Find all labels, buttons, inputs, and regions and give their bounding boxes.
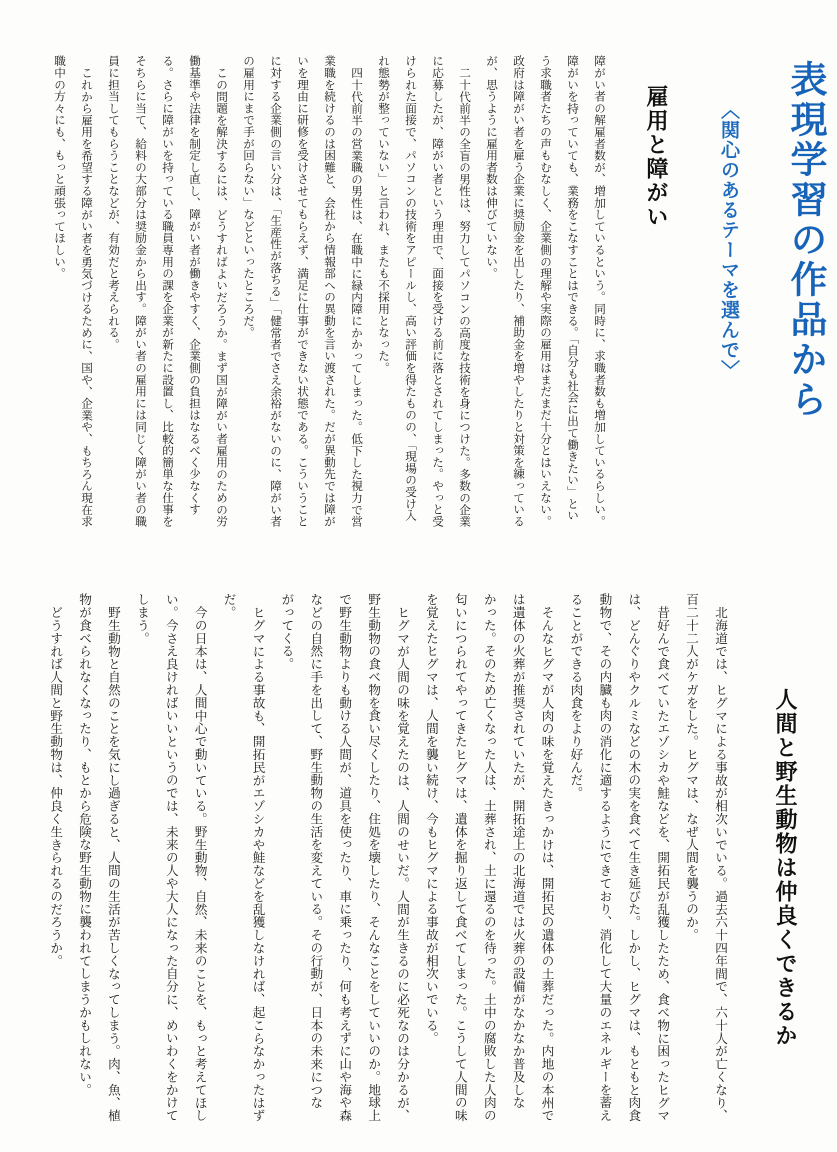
essay1-title: 雇用と障がい	[644, 85, 669, 229]
essay2-paragraph-5: ヒグマによる事故も、開拓民がエゾシカや鮭などを乱獲しなければ、起こらなかったはずだ。	[221, 593, 265, 1122]
page-subtitle: 〈関心のあるテーマを選んで〉	[718, 100, 739, 380]
essay-employment-and-disability	[40, 55, 672, 531]
essay1-paragraph-2: 二十代前半の全盲の男性は、努力してパソコンの高度な技術を身につけた。多数の企業に応募したが、障がい者という理由で、面接を受ける前に落とされてしまった。やっと受けられた面接で、パソコンの技術をアピールし、高い評価を得たものの、「現場の受け入れ態勢が整っていない」と言われ、またも不採用となった。	[377, 55, 471, 527]
essay1-paragraph-5: これから雇用を希望する障がい者を勇気づけるために、国や、企業や、もちろん現在求職中の方々にも、もっと頑張ってほしい。	[53, 55, 93, 527]
essay2-paragraph-2: 昔好んで食べていたエゾシカや鮭などを、開拓民が乱獲したため、食べ物に困ったヒグマは、どんぐりやクルミなどの木の実を食べて生き延びた。しかし、ヒグマは、もともと肉食動物で、その内臓も肉の消化に適するようにできており、消化して大量のエネルギーを蓄えることができる肉食をより好んだ。	[568, 593, 670, 1122]
essay1-paragraph-3: 四十代前半の営業職の男性は、在職中に緑内障にかかってしまった。低下した視力で営業職を続けるのは困難と、会社から情報部への異動を言い渡された。だが異動先では障がいを理由に研修を受けさせてもらえず、満足に仕事ができない状態である。こういうことに対する企業側の言い分は、「生産性が落ちる」「健常者でさえ余裕がないのに、障がい者の雇用にまで手が回らない」などといったところだ。	[242, 55, 363, 528]
essay2-paragraph-4: ヒグマが人間の味を覚えたのは、人間のせいだ。人間が生きるのに必死なのは分かるが、野生動物の食べ物を食い尽くしたり、住処を壊したり、そんなことをしていいのか。地球上で野生動物よりも動ける人間が、道具を使ったり、車に乗ったり、何も考えずに山や海や森などの自然に手を出して、野生動物の生活を変えている。その行動が、日本の未来につながってくる。	[279, 593, 410, 1122]
essay1-paragraph-4: この問題を解決するには、どうすればよいだろうか。まず国が障がい者雇用のための労働基準や法律を制定し直し、障がい者が働きやすく、企業側の負担はなるべく少なくする。さらに障がいを持っている職員専用の課を企業が新たに設置し、比較的簡単な仕事をそちらに当て、給料の大部分は奨励金から出す。障がい者の雇用には同じく障がい者の職員に担当してもらうことなどが、有効だと考えられる。	[107, 55, 228, 527]
essay2-paragraph-7: 野生動物と自然のことを気にし過ぎると、人間の生活が苦しくなってしまう。肉、魚、植物が食べられなくなったり、もとから危険な野生動物に襲われてしまうかもしれない。	[77, 593, 120, 1122]
essay2-paragraph-3: そんなヒグマが人肉の味を覚えたきっかけは、開拓民の遺体の土葬だった。内地の本州では遺体の火葬が推奨されていたが、開拓途上の北海道では火葬の設備がなかなか普及しなかった。そのため亡くなった人は、土葬され、土に還るのを待った。土中の腐敗した人肉の匂いにつられてやってきたヒグマは、遺体を掘り返して食べてしまった。こうして人間の味を覚えたヒグマは、人間を襲い続け、今もヒグマによる事故が相次いでいる。	[423, 593, 554, 1122]
essay-humans-and-wild-animals	[40, 593, 734, 1123]
page-title: 表現学習の作品から	[785, 60, 826, 420]
essay2-paragraph-1: 北海道では、ヒグマによる事故が相次いでいる。過去六十四年間で、六十人が亡くなり、百二十二人がケガをした。ヒグマは、なぜ人間を襲うのか。	[684, 593, 727, 1122]
essay2-title: 人間と野生動物は仲良くできるか	[773, 688, 798, 1048]
essay2-paragraph-6: 今の日本は、人間中心で動いている。野生動物、自然、未来のことを、もっと考えてほしい。今さえ良ければいいというのでは、未来の人や大人になった自分に、めいわくをかけてしまう。	[134, 593, 207, 1122]
essay2-paragraph-8: どうすれば人間と野生動物は、仲良く生きられるのだろうか。	[48, 605, 63, 967]
essay1-paragraph-1: 障がい者の解雇者数が、増加しているという。同時に、求職者数も増加しているらしい。障がいを持っていても、業務をこなすことはできる。「自分も社会に出て働きたい」という求職者たちの声もむなしく、企業側の理解や実際の雇用はまだまだ十分とはいえない。政府は障がい者を雇う企業に奨励金を出したり、補助金を増やしたりと対策を練っているが、思うように雇用者数は伸びていない。	[485, 55, 606, 527]
